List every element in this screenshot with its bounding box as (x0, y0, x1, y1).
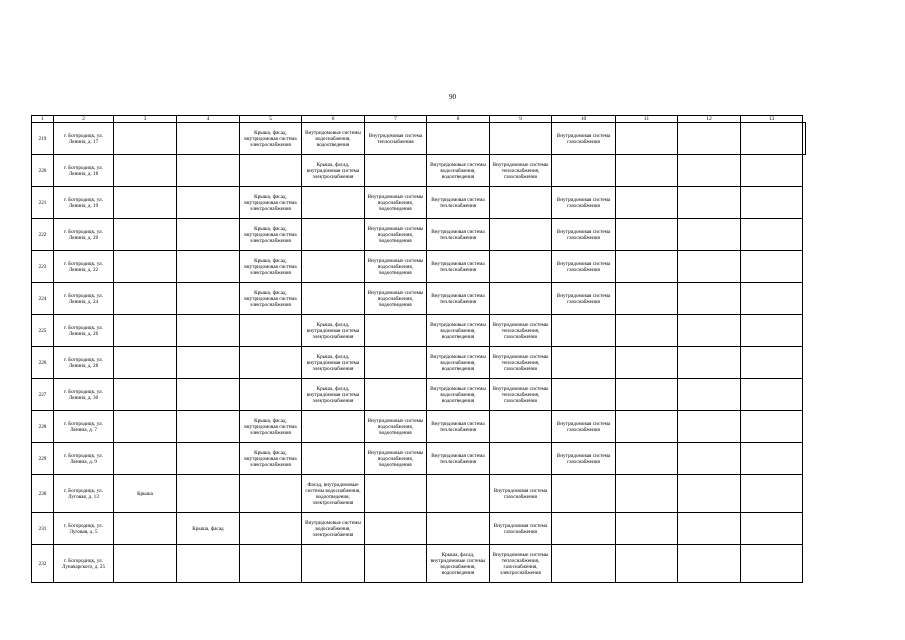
work-type-cell (302, 283, 365, 315)
work-type-cell (177, 411, 240, 443)
row-number-cell: 219 (32, 123, 54, 155)
work-type-cell: Внутридомовая система газоснабжения (552, 411, 616, 443)
work-type-cell: Крыша, фасад, внутридомовая система электроснабжения (240, 411, 302, 443)
work-type-cell (114, 443, 177, 475)
work-type-cell (678, 187, 741, 219)
address-cell: г. Богородицк, ул. Ленина, д. 24 (54, 283, 114, 315)
work-type-cell (741, 347, 803, 379)
work-type-cell: Внутридомовая система газоснабжения (552, 219, 616, 251)
work-type-cell (616, 411, 678, 443)
column-header: 4 (177, 116, 240, 123)
work-type-cell (365, 475, 427, 513)
work-type-cell (240, 347, 302, 379)
work-type-cell (177, 315, 240, 347)
work-type-cell (240, 315, 302, 347)
work-type-cell (365, 513, 427, 545)
work-type-cell: Крыша, фасад, внутридомовая система электроснабжения (302, 155, 365, 187)
table-row (32, 379, 806, 411)
row-number-cell: 222 (32, 219, 54, 251)
work-type-cell (552, 315, 616, 347)
work-type-cell (616, 251, 678, 283)
table-row (32, 315, 806, 347)
work-type-cell (365, 315, 427, 347)
address-cell: г. Богородицк, ул. Луначарского, д. 25 (54, 545, 114, 583)
work-type-cell (114, 251, 177, 283)
work-type-cell: Крыша, фасад, внутридомовая система электроснабжения (240, 187, 302, 219)
work-type-cell: Внутридомовые системы теплоснабжения, газоснабжения (490, 155, 552, 187)
work-type-cell (552, 513, 616, 545)
work-type-cell (741, 251, 803, 283)
work-type-cell (302, 411, 365, 443)
work-type-cell (552, 545, 616, 583)
address-cell: г. Богородицк, ул. Ленина, д. 26 (54, 315, 114, 347)
work-type-cell (616, 315, 678, 347)
work-type-cell (616, 283, 678, 315)
work-type-cell (114, 187, 177, 219)
work-type-cell (616, 187, 678, 219)
work-type-cell: Внутридомовая система газоснабжения (552, 283, 616, 315)
column-header: 10 (552, 116, 616, 123)
work-type-cell (552, 475, 616, 513)
column-header: 9 (490, 116, 552, 123)
column-header: 3 (114, 116, 177, 123)
work-type-cell: Крыша, фасад, внутридомовая система электроснабжения (240, 219, 302, 251)
table-row (32, 545, 806, 583)
work-type-cell (552, 155, 616, 187)
capital-repair-table (31, 115, 806, 583)
work-type-cell (240, 379, 302, 411)
work-type-cell (177, 475, 240, 513)
work-type-cell (741, 219, 803, 251)
work-type-cell (616, 443, 678, 475)
column-header: 11 (616, 116, 678, 123)
work-type-cell (741, 379, 803, 411)
work-type-cell (114, 347, 177, 379)
work-type-cell: Крыша, фасад, внутридомовая система электроснабжения (302, 379, 365, 411)
work-type-cell (741, 411, 803, 443)
work-type-cell (427, 475, 490, 513)
column-header: 5 (240, 116, 302, 123)
table-row (32, 443, 806, 475)
work-type-cell: Внутридомовая система газоснабжения (490, 513, 552, 545)
address-cell: г. Богородицк, ул. Ленина, д. 30 (54, 379, 114, 411)
column-header: 1 (32, 116, 54, 123)
work-type-cell: Внутридомовые системы теплоснабжения, газоснабжения, электроснабжения (490, 545, 552, 583)
work-type-cell (365, 155, 427, 187)
work-type-cell (741, 187, 803, 219)
work-type-cell: Внутридомовая система газоснабжения (552, 251, 616, 283)
work-type-cell (427, 513, 490, 545)
work-type-cell: Внутридомовая система теплоснабжения (427, 411, 490, 443)
work-type-cell (177, 155, 240, 187)
work-type-cell: Фасад, внутридомовые системы водоснабжения, водоотведения, электроснабжения (302, 475, 365, 513)
row-number-cell: 226 (32, 347, 54, 379)
work-type-cell: Внутридомовая система теплоснабжения (427, 187, 490, 219)
work-type-cell: Внутридомовые системы водоснабжения, водоотведения (427, 315, 490, 347)
work-type-cell (490, 123, 552, 155)
work-type-cell (616, 513, 678, 545)
work-type-cell (616, 545, 678, 583)
row-number-cell: 223 (32, 251, 54, 283)
work-type-cell (114, 513, 177, 545)
work-type-cell (177, 283, 240, 315)
work-type-cell: Внутридомовые системы водоснабжения, водоотведения (365, 187, 427, 219)
table-row (32, 219, 806, 251)
work-type-cell (678, 545, 741, 583)
work-type-cell: Внутридомовые системы водоснабжения, водоотведения (365, 283, 427, 315)
work-type-cell (616, 219, 678, 251)
work-type-cell: Крыша, фасад, внутридомовая система электроснабжения (302, 347, 365, 379)
work-type-cell: Крыша, фасад, внутридомовые системы водоснабжения, водоотведения (427, 545, 490, 583)
column-header: 12 (678, 116, 741, 123)
work-type-cell (490, 411, 552, 443)
work-type-cell: Внутридомовые системы водоснабжения, водоотведения (365, 443, 427, 475)
address-cell: г. Богородицк, ул. Ленина, д. 7 (54, 411, 114, 443)
work-type-cell: Внутридомовые системы водоснабжения, водоотведения (427, 379, 490, 411)
address-cell: г. Богородицк, ул. Ленина, д. 9 (54, 443, 114, 475)
work-type-cell: Внутридомовая система теплоснабжения (427, 219, 490, 251)
table-row (32, 155, 806, 187)
row-number-cell: 227 (32, 379, 54, 411)
work-type-cell (177, 379, 240, 411)
work-type-cell: Внутридомовые системы водоснабжения, водоотведения (365, 251, 427, 283)
work-type-cell (365, 347, 427, 379)
work-type-cell (552, 347, 616, 379)
work-type-cell (741, 475, 803, 513)
work-type-cell (177, 545, 240, 583)
work-type-cell (240, 155, 302, 187)
work-type-cell: Внутридомовая система газоснабжения (552, 443, 616, 475)
row-number-cell: 224 (32, 283, 54, 315)
work-type-cell (741, 443, 803, 475)
work-type-cell (114, 155, 177, 187)
work-type-cell (741, 283, 803, 315)
work-type-cell (114, 219, 177, 251)
address-cell: г. Богородицк, ул. Ленина, д. 22 (54, 251, 114, 283)
work-type-cell: Внутридомовые системы теплоснабжения, газоснабжения (490, 315, 552, 347)
row-number-cell: 232 (32, 545, 54, 583)
row-number-cell: 230 (32, 475, 54, 513)
work-type-cell (302, 219, 365, 251)
work-type-cell (678, 513, 741, 545)
address-cell: г. Богородицк, ул. Ленина, д. 17 (54, 123, 114, 155)
address-cell: г. Богородицк, ул. Ленина, д. 28 (54, 347, 114, 379)
work-type-cell (616, 379, 678, 411)
work-type-cell (114, 315, 177, 347)
work-type-cell: Крыша, фасад (177, 513, 240, 545)
table-row (32, 513, 806, 545)
page-number: 90 (449, 93, 456, 101)
work-type-cell (741, 123, 803, 155)
column-header: 7 (365, 116, 427, 123)
work-type-cell: Внутридомовая система газоснабжения (490, 475, 552, 513)
work-type-cell (177, 443, 240, 475)
work-type-cell (678, 155, 741, 187)
work-type-cell (302, 187, 365, 219)
work-type-cell: Внутридомовые системы водоснабжения, водоотведения (302, 123, 365, 155)
work-type-cell (302, 443, 365, 475)
address-cell: г. Богородицк, ул. Ленина, д. 18 (54, 155, 114, 187)
row-number-cell: 221 (32, 187, 54, 219)
work-type-cell (240, 475, 302, 513)
work-type-cell: Внутридомовая система теплоснабжения (365, 123, 427, 155)
work-type-cell (490, 219, 552, 251)
work-type-cell: Внутридомовые системы водоснабжения, водоотведения (427, 347, 490, 379)
work-type-cell: Внутридомовые системы водоснабжения, водоотведения (365, 219, 427, 251)
table-row (32, 187, 806, 219)
work-type-cell (177, 123, 240, 155)
column-header: 8 (427, 116, 490, 123)
work-type-cell (114, 545, 177, 583)
work-type-cell (678, 475, 741, 513)
work-type-cell (302, 251, 365, 283)
address-cell: г. Богородицк, ул. Ленина, д. 19 (54, 187, 114, 219)
work-type-cell (678, 315, 741, 347)
work-type-cell (114, 411, 177, 443)
work-type-cell (741, 513, 803, 545)
work-type-cell (240, 513, 302, 545)
work-type-cell (678, 379, 741, 411)
table-row (32, 347, 806, 379)
work-type-cell (177, 347, 240, 379)
work-type-cell (616, 347, 678, 379)
column-header: 13 (741, 116, 803, 123)
work-type-cell (552, 379, 616, 411)
work-type-cell (741, 155, 803, 187)
address-cell: г. Богородицк, ул. Ленина, д. 20 (54, 219, 114, 251)
work-type-cell: Внутридомовая система газоснабжения (552, 187, 616, 219)
work-type-cell (177, 251, 240, 283)
work-type-cell (490, 251, 552, 283)
column-header: 2 (54, 116, 114, 123)
work-type-cell: Крыша, фасад, внутридомовая система электроснабжения (240, 443, 302, 475)
work-type-cell (240, 545, 302, 583)
work-type-cell (678, 411, 741, 443)
address-cell: г. Богородицк, ул. Луговая, д. 13 (54, 475, 114, 513)
work-type-cell (741, 545, 803, 583)
work-type-cell (490, 283, 552, 315)
work-type-cell: Крыша, фасад, внутридомовая система электроснабжения (240, 123, 302, 155)
work-type-cell: Внутридомовая система теплоснабжения (427, 443, 490, 475)
work-type-cell: Внутридомовые системы водоснабжения, электроснабжения (302, 513, 365, 545)
work-type-cell: Крыша, фасад, внутридомовая система электроснабжения (302, 315, 365, 347)
column-header: 6 (302, 116, 365, 123)
work-type-cell: Внутридомовые системы водоснабжения, водоотведения (427, 155, 490, 187)
work-type-cell (678, 443, 741, 475)
work-type-cell (678, 347, 741, 379)
table-row (32, 283, 806, 315)
work-type-cell: Внутридомовая система теплоснабжения (427, 251, 490, 283)
work-type-cell (616, 123, 678, 155)
work-type-cell (490, 443, 552, 475)
row-number-cell: 231 (32, 513, 54, 545)
work-type-cell (427, 123, 490, 155)
work-type-cell: Крыша (114, 475, 177, 513)
row-number-cell: 220 (32, 155, 54, 187)
work-type-cell: Внутридомовые системы водоснабжения, водоотведения (365, 411, 427, 443)
table-row (32, 123, 806, 155)
work-type-cell (490, 187, 552, 219)
work-type-cell (741, 315, 803, 347)
header-row (32, 116, 806, 123)
table-row (32, 475, 806, 513)
work-type-cell (678, 123, 741, 155)
work-type-cell (616, 475, 678, 513)
work-type-cell (365, 545, 427, 583)
work-type-cell (678, 251, 741, 283)
row-number-cell: 228 (32, 411, 54, 443)
work-type-cell: Внутридомовая система теплоснабжения (427, 283, 490, 315)
work-type-cell (114, 283, 177, 315)
table-row (32, 411, 806, 443)
address-cell: г. Богородицк, ул. Луговая, д. 5 (54, 513, 114, 545)
work-type-cell: Внутридомовые системы теплоснабжения, газоснабжения (490, 347, 552, 379)
work-type-cell (365, 379, 427, 411)
work-type-cell (114, 379, 177, 411)
work-type-cell (302, 545, 365, 583)
work-type-cell (803, 123, 806, 155)
work-type-cell (678, 283, 741, 315)
row-number-cell: 229 (32, 443, 54, 475)
work-type-cell: Внутридомовые системы теплоснабжения, газоснабжения (490, 379, 552, 411)
table-row (32, 251, 806, 283)
work-type-cell (616, 155, 678, 187)
work-type-cell (114, 123, 177, 155)
work-type-cell: Крыша, фасад, внутридомовая система электроснабжения (240, 283, 302, 315)
work-type-cell (177, 187, 240, 219)
row-number-cell: 225 (32, 315, 54, 347)
work-type-cell: Крыша, фасад, внутридомовая система электроснабжения (240, 251, 302, 283)
work-type-cell (678, 219, 741, 251)
work-type-cell: Внутридомовая система газоснабжения (552, 123, 616, 155)
work-type-cell (177, 219, 240, 251)
table-body (32, 116, 806, 583)
